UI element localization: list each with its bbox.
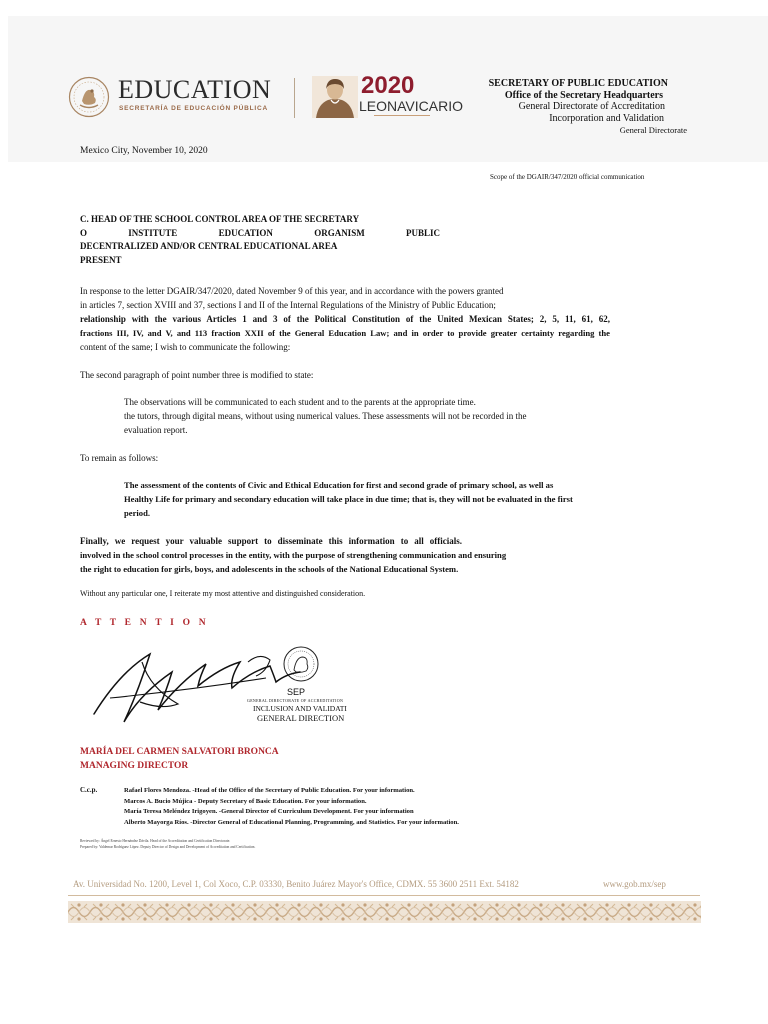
stamp-sep: SEP [287, 687, 306, 697]
leona-underline [374, 115, 430, 116]
new-text-quote [124, 478, 574, 520]
ccp-item: Rafael Flores Mendoza. -Head of the Office of the Secretary of Public Education. For your information. [124, 787, 415, 794]
stamp-line: INCLUSION AND VALIDATI [253, 704, 347, 713]
leona-vicario-portrait-icon [312, 76, 358, 118]
final-request-paragraph [80, 534, 550, 576]
addressee-word: EDUCATION [218, 227, 273, 238]
paragraph-line: relationship with the various Articles 1 and 3 of the Political Constitution of the United Mexican States; 2, 5, 11, 61, 62, [80, 314, 610, 324]
department-line: General Directorate of Accreditation [518, 101, 665, 113]
addressee-word: ORGANISM [314, 227, 365, 238]
reviewed-by-note [80, 838, 255, 850]
department-line: Office of the Secretary Headquarters [504, 89, 663, 101]
footer-url[interactable]: www.gob.mx/sep [603, 879, 666, 889]
education-subtitle: SECRETARÍA DE EDUCACIÓN PÚBLICA [119, 105, 269, 112]
addressee-block [80, 213, 440, 268]
paragraph-line: fractions III, IV, and V, and 113 fraction XXII of the General Education Law; and in order to provide greater certainty regarding the [80, 328, 610, 338]
year-2020: 2020 [361, 72, 415, 99]
signer-title: MANAGING DIRECTOR [80, 760, 189, 771]
modification-note: The second paragraph of point number three is modified to state: [80, 370, 314, 380]
paragraph-line: content of the same; I wish to communicate the following: [80, 342, 291, 352]
quote-line: The observations will be communicated to each student and to the parents at the appropriate time. [124, 397, 476, 407]
quote-line: evaluation report. [124, 425, 188, 435]
ccp-item: Marcos A. Bucio Mújica - Deputy Secretary of Basic Education. For your information. [124, 797, 367, 805]
addressee-word: O [80, 227, 88, 238]
quote-line: The assessment of the contents of Civic and Ethical Education for first and second grade of primary school, as well as [124, 480, 554, 490]
footer-divider [68, 895, 700, 896]
paragraph-line: Finally, we request your valuable support to disseminate this information to all officials. [80, 536, 462, 546]
ccp-item: María Teresa Meléndez Irigoyen. -General Director of Curriculum Development. For your information [124, 808, 414, 816]
addressee-word: PUBLIC [405, 227, 440, 238]
education-wordmark: EDUCATION [118, 75, 272, 104]
addressee-line: PRESENT [80, 255, 122, 266]
original-text-quote [124, 395, 554, 437]
paragraph-line: In response to the letter DGAIR/347/2020, dated November 9 of this year, and in accordance with the powers granted [80, 286, 504, 296]
quote-line: the tutors, through digital means, without using numerical values. These assessments will not be recorded in the [124, 411, 527, 421]
footer-address: Av. Universidad No. 1200, Level 1, Col Xoco, C.P. 03330, Benito Juárez Mayor's Office, CDMX. 55 3600 2511 Ext. 54182 [73, 879, 519, 889]
paragraph-line: in articles 7, section XVIII and 37, sections I and II of the Internal Regulations of the Ministry of Public Education; [80, 300, 496, 310]
addressee-line [80, 227, 440, 241]
signer-block [80, 746, 279, 773]
closing-line: Without any particular one, I reiterate my most attentive and distinguished consideration. [80, 589, 366, 598]
paragraph-line: the right to education for girls, boys, and adolescents in the schools of the National Educational System. [80, 564, 459, 574]
addressee-line: DECENTRALIZED AND/OR CENTRAL EDUCATIONAL AREA [80, 241, 338, 252]
quote-line: period. [124, 508, 151, 518]
stamp-text-area [240, 690, 356, 726]
addressee-word: INSTITUTE [128, 227, 178, 238]
department-header [470, 78, 687, 137]
reviewed-line: Prepared by: Valdemar Rodríguez López. Deputy Director of Design and Development of Accreditation and Certification. [80, 845, 256, 849]
department-line: General Directorate [619, 124, 687, 135]
scope-line: Scope of the DGAIR/347/2020 official communication [490, 173, 645, 181]
decorative-pattern-band [68, 901, 701, 923]
mexico-coat-of-arms-icon [68, 76, 110, 118]
quote-line: Healthy Life for primary and secondary education will take place in due time; that is, they will not be evaluated in the first [124, 494, 573, 504]
addressee-line: C. HEAD OF THE SCHOOL CONTROL AREA OF THE SECRETARY [80, 214, 360, 224]
header-divider [294, 78, 295, 118]
remain-note: To remain as follows: [80, 453, 159, 463]
ccp-item: Alberto Mayorga Ríos. -Director General of Educational Planning, Programming, and Statistics. For your information. [124, 818, 459, 826]
department-line: Incorporation and Validation [549, 113, 664, 125]
reviewed-line: Reviewed by: Ángel Ernesto Hernández Dávila. Head of the Accreditation and Certification Directorate. [80, 839, 231, 843]
department-line: SECRETARY OF PUBLIC EDUCATION [488, 78, 668, 89]
signer-name: MARÍA DEL CARMEN SALVATORI BRONCA [80, 747, 279, 757]
opening-paragraph [80, 284, 610, 354]
stamp-line: GENERAL DIRECTORATE OF ACCREDITATION [247, 698, 344, 703]
attention-label: A T T E N T I O N [80, 618, 209, 628]
stamp-line: GENERAL DIRECTION [257, 713, 345, 723]
ccp-label: C.c.p. [80, 786, 98, 794]
leona-vicario-label: LEONAVICARIO [359, 98, 463, 114]
ccp-list [124, 786, 459, 828]
paragraph-line: involved in the school control processes in the entity, with the purpose of strengthening communication and ensuring [80, 550, 507, 560]
date-line: Mexico City, November 10, 2020 [80, 146, 208, 156]
